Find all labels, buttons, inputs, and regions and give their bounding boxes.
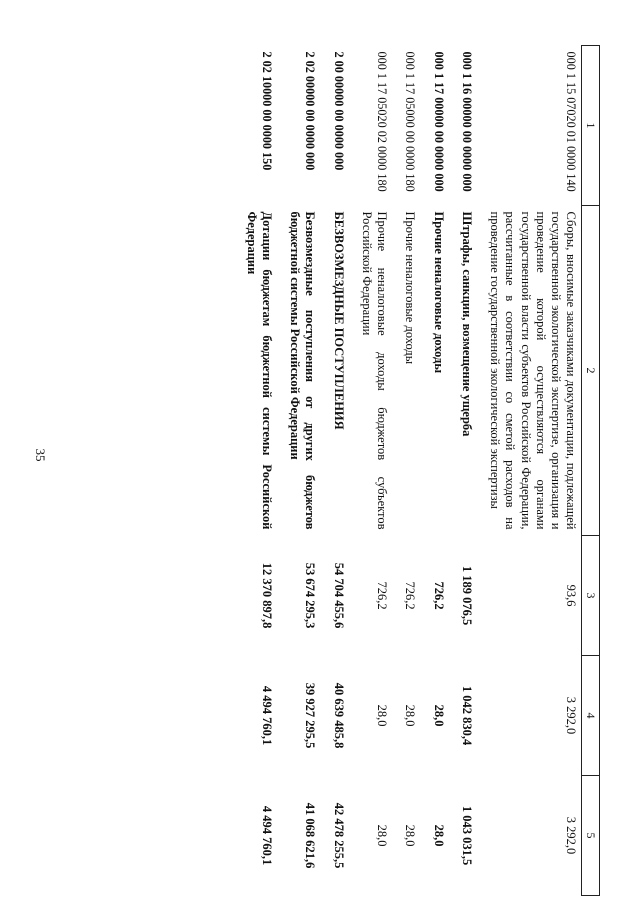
row-value-col3: 726,2 — [403, 581, 418, 610]
rotated-table-container — [70, 45, 600, 895]
row-name: Сборы, вносимые заказчиками документации, подлежащей государственной экологической экспертизе, организация и проведение которой осуществляются органами государственной власти субъектов Российской Федерации, рассчитанные в соответствии со сметой расходов на проведение государственной экологической экспертизы — [488, 211, 579, 530]
table-header-row — [582, 46, 600, 896]
row-code: 2 00 00000 00 0000 000 — [331, 51, 346, 171]
table-row — [240, 46, 284, 896]
row-value-col5: 1 043 031,5 — [459, 805, 474, 866]
table-row — [399, 46, 427, 896]
row-value-col3: 726,2 — [431, 581, 446, 610]
row-code: 000 1 17 00000 00 0000 000 — [431, 51, 446, 192]
row-value-col4: 1 042 830,4 — [459, 685, 474, 746]
table-row — [427, 46, 455, 896]
row-name: Прочие неналоговые доходы — [403, 211, 418, 365]
row-value-col3: 53 674 295,3 — [303, 562, 318, 629]
revenue-table — [240, 45, 600, 896]
row-value-col5: 28,0 — [403, 824, 418, 847]
row-code: 000 1 17 05000 00 0000 180 — [403, 51, 418, 192]
header-col-4: 4 — [582, 656, 600, 776]
header-col-2: 2 — [582, 206, 600, 536]
row-value-col5: 4 494 760,1 — [259, 805, 274, 866]
row-name: Дотации бюджетам бюджетной системы Российской Федерации — [244, 211, 274, 530]
header-col-1: 1 — [582, 46, 600, 206]
row-code: 2 02 00000 00 0000 000 — [303, 51, 318, 171]
row-value-col5: 3 292,0 — [564, 816, 579, 855]
row-value-col4: 3 292,0 — [564, 696, 579, 735]
row-value-col4: 28,0 — [403, 704, 418, 727]
row-name: Прочие неналоговые доходы — [431, 211, 446, 374]
row-value-col5: 28,0 — [431, 824, 446, 847]
row-code: 000 1 17 05020 02 0000 180 — [375, 51, 390, 192]
row-value-col4: 40 639 485,8 — [331, 682, 346, 749]
table-row — [484, 46, 582, 896]
table-row — [327, 46, 355, 896]
row-name: Безвозмездные поступления от других бюджетов бюджетной системы Российской Федерации — [288, 211, 318, 530]
page-number: 35 — [33, 448, 48, 462]
table-row — [456, 46, 484, 896]
row-code: 2 02 10000 00 0000 150 — [259, 51, 274, 171]
row-value-col4: 28,0 — [431, 704, 446, 727]
row-value-col4: 39 927 295,5 — [303, 682, 318, 749]
row-name: БЕЗВОЗМЕЗДНЫЕ ПОСТУПЛЕНИЯ — [331, 211, 346, 430]
row-code: 000 1 15 07020 01 0000 140 — [564, 51, 579, 192]
row-value-col5: 42 478 255,5 — [331, 802, 346, 869]
table-row — [284, 46, 328, 896]
row-value-col3: 93,6 — [564, 584, 579, 607]
row-value-col3: 726,2 — [375, 581, 390, 610]
row-value-col3: 54 704 455,6 — [331, 562, 346, 629]
row-name: Прочие неналоговые доходы бюджетов субъектов Российской Федерации — [359, 211, 390, 530]
table-body — [240, 46, 582, 896]
row-value-col3: 1 189 076,5 — [459, 565, 474, 626]
header-col-3: 3 — [582, 536, 600, 656]
row-value-col4: 28,0 — [375, 704, 390, 727]
table-row — [356, 46, 400, 896]
row-value-col5: 28,0 — [375, 824, 390, 847]
row-code: 000 1 16 00000 00 0000 000 — [459, 51, 474, 192]
row-value-col5: 41 068 621,6 — [303, 802, 318, 869]
row-value-col4: 4 494 760,1 — [259, 685, 274, 746]
header-col-5: 5 — [582, 776, 600, 896]
row-name: Штрафы, санкции, возмещение ущерба — [459, 211, 474, 437]
row-value-col3: 12 370 897,8 — [259, 562, 274, 629]
